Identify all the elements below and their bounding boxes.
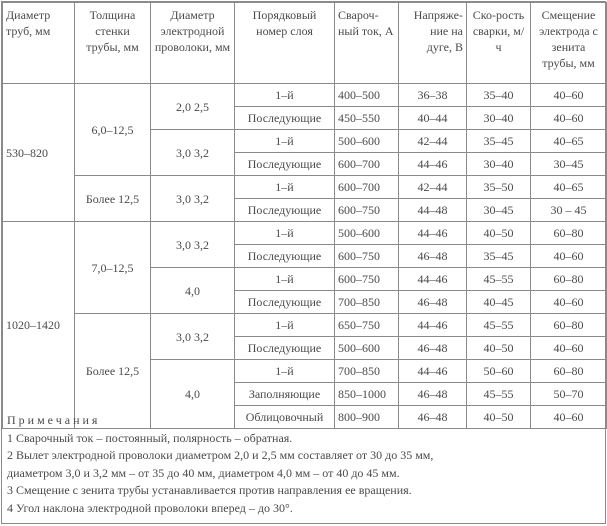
speed-cell: 45–55	[467, 383, 531, 406]
voltage-cell: 44–46	[399, 268, 467, 291]
layer-cell: 1–й	[235, 314, 335, 337]
header-diameter: Диаметр труб, мм	[3, 3, 75, 84]
header-arc-voltage: Напряже-ние на дуге, В	[399, 3, 467, 84]
welding-modes-table	[2, 2, 607, 429]
speed-cell: 40–50	[467, 406, 531, 429]
pipe-diameter-cell: 530–820	[3, 84, 75, 222]
wall-thickness-cell: 7,0–12,5	[75, 222, 151, 314]
voltage-cell: 46–48	[399, 291, 467, 314]
note-4: 4 Угол наклона электродной проволоки вперед – до 30°.	[7, 500, 293, 515]
table-row	[3, 176, 607, 199]
offset-cell: 40–65	[531, 130, 607, 153]
voltage-cell: 46–48	[399, 245, 467, 268]
offset-cell: 30–45	[531, 153, 607, 176]
voltage-cell: 42–44	[399, 130, 467, 153]
electrode-diameter-cell: 4,0	[151, 268, 235, 314]
electrode-diameter-cell: 3,0 3,2	[151, 176, 235, 222]
note-2-line-1: 2 Вылет электродной проволоки диаметром 2,0 и 2,5 мм составляет от 30 до 35 мм,	[7, 448, 434, 462]
current-cell: 850–1000	[335, 383, 399, 406]
voltage-cell: 46–48	[399, 337, 467, 360]
header-welding-speed: Ско-рость сварки, м/ч	[467, 3, 531, 84]
voltage-cell: 40–44	[399, 107, 467, 130]
current-cell: 500–600	[335, 130, 399, 153]
offset-cell: 40–60	[531, 84, 607, 107]
offset-cell: 40–60	[531, 107, 607, 130]
speed-cell: 30–40	[467, 153, 531, 176]
speed-cell: 45–55	[467, 314, 531, 337]
current-cell: 800–900	[335, 406, 399, 429]
layer-cell: Последующие	[235, 337, 335, 360]
header-electrode-offset: Смещение электрода с зенита трубы, мм	[531, 3, 607, 84]
offset-cell: 40–60	[531, 291, 607, 314]
speed-cell: 35–50	[467, 176, 531, 199]
speed-cell: 40–50	[467, 337, 531, 360]
note-2-line-2: диаметром 3,0 и 3,2 мм – от 35 до 40 мм, диаметром 4,0 мм – от 40 до 45 мм.	[7, 465, 400, 480]
wall-thickness-cell: 6,0–12,5	[75, 84, 151, 176]
table-row	[3, 314, 607, 337]
layer-cell: Последующие	[235, 199, 335, 222]
layer-cell: Последующие	[235, 245, 335, 268]
voltage-cell: 46–48	[399, 383, 467, 406]
current-cell: 600–700	[335, 176, 399, 199]
notes-heading: Примечания	[7, 413, 101, 427]
header-wall-thickness: Толщина стенки трубы, мм	[75, 3, 151, 84]
layer-cell: 1–й	[235, 268, 335, 291]
header-welding-current: Свароч-ный ток, А	[335, 3, 399, 84]
table-row	[3, 84, 607, 107]
offset-cell: 40–60	[531, 406, 607, 429]
offset-cell: 60–80	[531, 222, 607, 245]
current-cell: 600–750	[335, 245, 399, 268]
electrode-diameter-cell: 3,0 3,2	[151, 222, 235, 268]
layer-cell: 1–й	[235, 360, 335, 383]
table-row	[3, 222, 607, 245]
layer-cell: 1–й	[235, 176, 335, 199]
layer-cell: Заполняющие	[235, 383, 335, 406]
speed-cell: 35–45	[467, 245, 531, 268]
current-cell: 600–750	[335, 199, 399, 222]
current-cell: 700–850	[335, 360, 399, 383]
electrode-diameter-cell: 3,0 3,2	[151, 130, 235, 176]
header-layer-number: Порядковый номер слоя	[235, 3, 335, 84]
offset-cell: 60–80	[531, 314, 607, 337]
electrode-diameter-cell: 3,0 3,2	[151, 314, 235, 360]
layer-cell: Последующие	[235, 107, 335, 130]
current-cell: 450–550	[335, 107, 399, 130]
speed-cell: 35–40	[467, 84, 531, 107]
current-cell: 600–750	[335, 268, 399, 291]
speed-cell: 40–50	[467, 222, 531, 245]
voltage-cell: 36–38	[399, 84, 467, 107]
offset-cell: 30 – 45	[531, 199, 607, 222]
current-cell: 600–700	[335, 153, 399, 176]
speed-cell: 50–60	[467, 360, 531, 383]
layer-cell: Облицовочный	[235, 406, 335, 429]
wall-thickness-cell: Более 12,5	[75, 176, 151, 222]
speed-cell: 40–45	[467, 291, 531, 314]
offset-cell: 60–80	[531, 268, 607, 291]
voltage-cell: 42–44	[399, 176, 467, 199]
table-header-row	[3, 3, 607, 84]
offset-cell: 50–70	[531, 383, 607, 406]
current-cell: 400–500	[335, 84, 399, 107]
speed-cell: 30–40	[467, 107, 531, 130]
note-1: 1 Сварочный ток – постоянный, полярность – обратная.	[7, 430, 293, 445]
note-3: 3 Смещение с зенита трубы устанавливается против направления ее вращения.	[7, 483, 412, 497]
offset-cell: 60–80	[531, 360, 607, 383]
electrode-diameter-cell: 4,0	[151, 360, 235, 429]
offset-cell: 40–60	[531, 245, 607, 268]
layer-cell: Последующие	[235, 153, 335, 176]
speed-cell: 45–55	[467, 268, 531, 291]
voltage-cell: 44–48	[399, 199, 467, 222]
notes-section	[7, 412, 602, 517]
voltage-cell: 44–46	[399, 360, 467, 383]
current-cell: 650–750	[335, 314, 399, 337]
speed-cell: 35–45	[467, 130, 531, 153]
speed-cell: 30–45	[467, 199, 531, 222]
voltage-cell: 44–46	[399, 222, 467, 245]
layer-cell: 1–й	[235, 84, 335, 107]
header-electrode-diameter: Диаметр электродной проволоки, мм	[151, 3, 235, 84]
voltage-cell: 44–46	[399, 153, 467, 176]
current-cell: 500–600	[335, 337, 399, 360]
wall-thickness-cell: Более 12,5	[75, 314, 151, 429]
current-cell: 700–850	[335, 291, 399, 314]
layer-cell: Последующие	[235, 291, 335, 314]
welding-modes-table-page	[1, 1, 606, 524]
layer-cell: 1–й	[235, 222, 335, 245]
offset-cell: 40–60	[531, 337, 607, 360]
pipe-diameter-cell: 1020–1420	[3, 222, 75, 429]
voltage-cell: 46–48	[399, 406, 467, 429]
electrode-diameter-cell: 2,0 2,5	[151, 84, 235, 130]
layer-cell: 1–й	[235, 130, 335, 153]
current-cell: 500–600	[335, 222, 399, 245]
offset-cell: 40–65	[531, 176, 607, 199]
voltage-cell: 44–46	[399, 314, 467, 337]
